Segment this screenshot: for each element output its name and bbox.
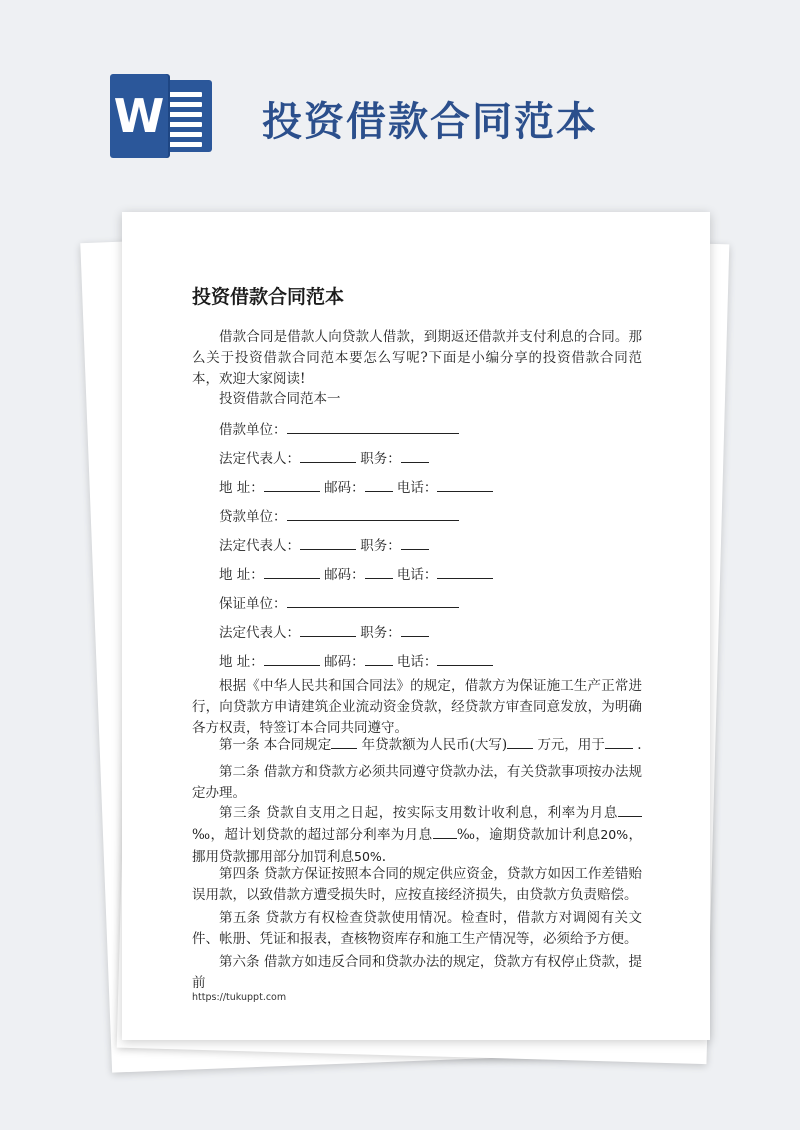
rate-blank[interactable]	[618, 802, 642, 817]
lender-rep-line	[219, 535, 429, 556]
word-icon	[110, 74, 214, 158]
post-blank[interactable]	[401, 622, 429, 637]
rep-label: 法定代表人：	[219, 451, 300, 467]
year-blank[interactable]	[331, 734, 357, 749]
article-1-text: 第一条 本合同规定	[219, 737, 332, 753]
zip-label: 邮码：	[324, 480, 365, 496]
article-3-text: ‰，逾期贷款加计利息	[456, 827, 601, 843]
article-3	[192, 802, 642, 868]
preamble-paragraph: 根据《中华人民共和国合同法》的规定，借款方为保证施工生产正常进行，向贷款方申请建筑企业流动资金贷款，经贷款方审查同意发放，为明确各方权责，特签订本合同共同遵守。	[192, 678, 642, 736]
document-page	[122, 212, 710, 1040]
article-1	[219, 734, 642, 755]
phone-blank[interactable]	[437, 651, 493, 666]
article-3-text: ‰，超计划贷款的超过部分利率为月息	[192, 827, 433, 843]
article-4: 第四条 贷款方保证按照本合同的规定供应资金，贷款方如因工作差错贻误用款，以致借款方遭受损失时，应按直接经济损失，由贷款方负责赔偿。	[192, 866, 642, 903]
phone-blank[interactable]	[437, 477, 493, 492]
address-blank[interactable]	[264, 477, 320, 492]
borrower-rep-line	[219, 448, 429, 469]
lender-address-line	[219, 564, 493, 585]
phone-label: 电话：	[396, 654, 438, 670]
article-1-text: .	[637, 737, 642, 753]
zip-label: 邮码：	[324, 567, 365, 583]
guarantor-rep-line	[219, 622, 429, 643]
guarantor-blank[interactable]	[287, 593, 459, 608]
article-3-text: 第三条 贷款自支用之日起，按实际支用数计收利息，利率为月息	[219, 805, 618, 821]
article-3-text: .	[381, 849, 387, 865]
rep-blank[interactable]	[300, 448, 356, 463]
post-label: 职务：	[360, 451, 401, 467]
borrower-label: 借款单位：	[219, 422, 287, 438]
borrower-address-line	[219, 477, 493, 498]
rep-label: 法定代表人：	[219, 538, 300, 554]
intro-paragraph: 借款合同是借款人向贷款人借款，到期返还借款并支付利息的合同。那么关于投资借款合同范本要怎么写呢?下面是小编分享的投资借款合同范本，欢迎大家阅读!	[192, 329, 642, 387]
address-blank[interactable]	[264, 564, 320, 579]
overrate-blank[interactable]	[433, 824, 457, 839]
zip-label: 邮码：	[324, 654, 365, 670]
header-title: 投资借款合同范本	[262, 99, 598, 145]
address-label: 地 址：	[219, 480, 264, 496]
guarantor-label: 保证单位：	[219, 596, 287, 612]
misuse-percent: 50%	[354, 849, 382, 864]
address-label: 地 址：	[219, 654, 264, 670]
article-2: 第二条 借款方和贷款方必须共同遵守贷款办法，有关贷款事项按办法规定办理。	[192, 764, 642, 801]
rep-label: 法定代表人：	[219, 625, 300, 641]
article-3-text: ，挪用贷款挪用部分加罚利息	[192, 827, 643, 865]
address-blank[interactable]	[264, 651, 320, 666]
borrower-line	[219, 419, 459, 440]
article-1-text: 万元，用于	[537, 737, 605, 753]
article-5: 第五条 贷款方有权检查贷款使用情况。检查时，借款方对调阅有关文件、帐册、凭证和报表，查核物资库存和施工生产情况等，必须给予方便。	[192, 910, 642, 947]
guarantor-address-line	[219, 651, 493, 672]
zip-blank[interactable]	[365, 477, 393, 492]
zip-blank[interactable]	[365, 651, 393, 666]
lender-label: 贷款单位：	[219, 509, 287, 525]
article-1-text: 年贷款额为人民币(大写)	[361, 737, 508, 753]
zip-blank[interactable]	[365, 564, 393, 579]
lender-line	[219, 506, 459, 527]
document-title: 投资借款合同范本	[192, 286, 345, 308]
borrower-blank[interactable]	[287, 419, 459, 434]
phone-label: 电话：	[396, 567, 438, 583]
post-label: 职务：	[360, 538, 401, 554]
amount-blank[interactable]	[507, 734, 533, 749]
guarantor-line	[219, 593, 459, 614]
address-label: 地 址：	[219, 567, 264, 583]
rep-blank[interactable]	[300, 535, 356, 550]
rep-blank[interactable]	[300, 622, 356, 637]
word-logo-letter: W	[110, 74, 168, 158]
post-blank[interactable]	[401, 448, 429, 463]
lender-blank[interactable]	[287, 506, 459, 521]
post-label: 职务：	[360, 625, 401, 641]
section-heading: 投资借款合同范本一	[219, 391, 341, 407]
post-blank[interactable]	[401, 535, 429, 550]
article-6: 第六条 借款方如违反合同和贷款办法的规定，贷款方有权停止贷款，提前	[192, 954, 642, 991]
overdue-percent: 20%	[600, 827, 629, 842]
footer-url[interactable]: https://tukuppt.com	[192, 992, 287, 1003]
phone-blank[interactable]	[437, 564, 493, 579]
phone-label: 电话：	[396, 480, 438, 496]
purpose-blank[interactable]	[605, 734, 633, 749]
